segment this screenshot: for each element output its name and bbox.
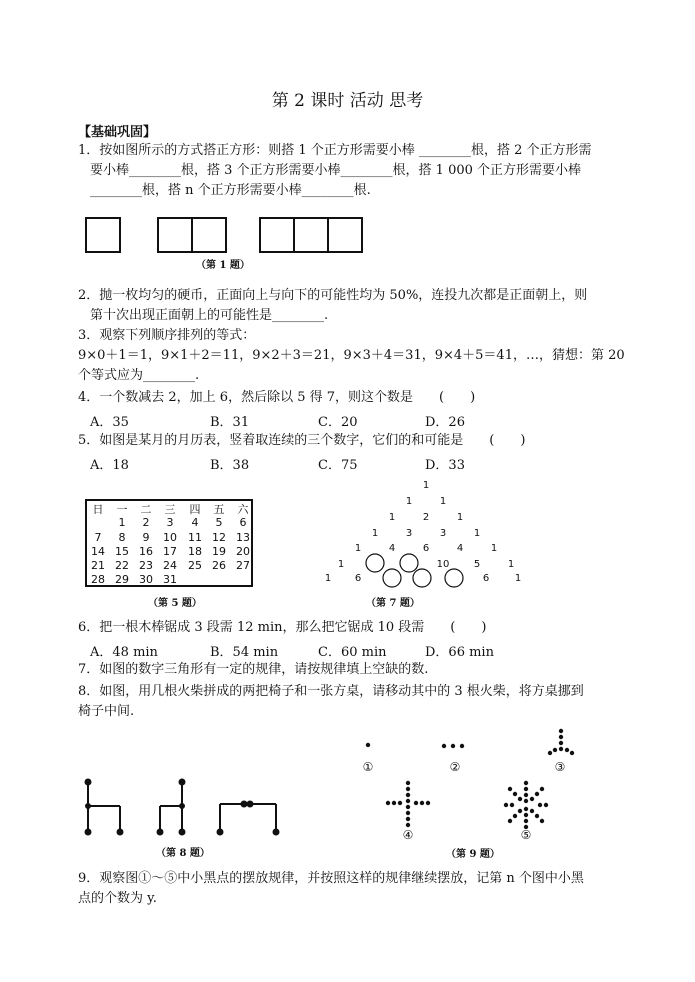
number-triangle-figure bbox=[300, 474, 540, 594]
blank-circle[interactable] bbox=[413, 569, 431, 587]
chair-left bbox=[86, 780, 123, 835]
calendar-figure bbox=[80, 498, 260, 590]
blank-circle[interactable] bbox=[366, 554, 384, 572]
cal-cell: 3 bbox=[166, 516, 174, 529]
cal-cell: 31 bbox=[163, 573, 177, 586]
tri-num: 1 bbox=[405, 496, 413, 507]
tri-num: 4 bbox=[388, 543, 396, 554]
label-5: ⑤ bbox=[520, 828, 532, 842]
q6-option-b[interactable]: B．54 min bbox=[210, 645, 279, 660]
cal-cell: 28 bbox=[91, 573, 105, 586]
tri-num: 1 bbox=[422, 480, 430, 491]
q9-line1: 9．观察图①～⑤中小黑点的摆放规律，并按照这样的规律继续摆放，记第 n 个图中小黑 bbox=[78, 871, 584, 886]
dot-2 bbox=[451, 744, 455, 748]
q5-text: 5．如图是某月的月历表，竖着取连续的三个数字，它们的和可能是 ( ) bbox=[78, 433, 526, 448]
cal-cell: 25 bbox=[188, 559, 202, 572]
cal-cell: 12 bbox=[212, 531, 226, 544]
cal-cell: 15 bbox=[115, 545, 129, 558]
q6-option-a[interactable]: A．48 min bbox=[90, 645, 158, 660]
cal-cell: 9 bbox=[142, 531, 150, 544]
tri-num: 3 bbox=[439, 528, 447, 539]
q3-line3: 个等式应为________. bbox=[78, 368, 200, 383]
tri-num: 1 bbox=[388, 512, 396, 523]
cal-cell: 27 bbox=[236, 559, 250, 572]
weekday-2: 二 bbox=[140, 503, 152, 516]
weekday-3: 三 bbox=[164, 503, 176, 516]
q1-figure-squares bbox=[80, 210, 380, 260]
one-square bbox=[86, 218, 120, 252]
q9-caption: （第 9 题） bbox=[446, 849, 500, 860]
tri-num: 6 bbox=[482, 573, 490, 584]
weekday-1: 一 bbox=[116, 503, 128, 516]
tri-num: 10 bbox=[436, 559, 450, 570]
matchstick-figure bbox=[76, 770, 296, 840]
dot-2 bbox=[442, 744, 446, 748]
cal-cell: 6 bbox=[239, 516, 247, 529]
q4-option-b[interactable]: B．31 bbox=[210, 415, 250, 430]
q5-option-c[interactable]: C．75 bbox=[318, 458, 358, 473]
cal-cell: 30 bbox=[139, 573, 153, 586]
cal-cell: 8 bbox=[118, 531, 126, 544]
tri-num: 6 bbox=[422, 543, 430, 554]
page-title: 第 2 课时 活动 思考 bbox=[271, 91, 424, 111]
q7-caption: （第 7 题） bbox=[366, 598, 420, 609]
q5-caption: （第 5 题） bbox=[148, 598, 202, 609]
cal-cell: 13 bbox=[236, 531, 250, 544]
tri-num: 2 bbox=[422, 512, 430, 523]
q1-line2: 要小棒________根，搭 3 个正方形需要小棒________根，搭 1 000 个正方形需要小棒 bbox=[90, 163, 582, 178]
cal-cell: 17 bbox=[163, 545, 177, 558]
tri-num: 1 bbox=[324, 573, 332, 584]
q4-option-a[interactable]: A．35 bbox=[90, 415, 129, 430]
q2-line1: 2．抛一枚均匀的硬币，正面向上与向下的可能性均为 50%，连投九次都是正面朝上，则 bbox=[78, 288, 588, 303]
q8-line2: 椅子中间. bbox=[78, 704, 135, 719]
q2-line2: 第十次出现正面朝上的可能性是________. bbox=[90, 308, 329, 323]
cal-cell: 16 bbox=[139, 545, 153, 558]
cal-cell: 10 bbox=[163, 531, 177, 544]
cal-cell: 29 bbox=[115, 573, 129, 586]
tri-num: 6 bbox=[354, 573, 362, 584]
tri-num: 1 bbox=[456, 512, 464, 523]
dot-3-group bbox=[548, 729, 574, 755]
cal-cell: 1 bbox=[118, 516, 126, 529]
cal-cell: 19 bbox=[212, 545, 226, 558]
blank-circle[interactable] bbox=[400, 554, 418, 572]
q6-option-c[interactable]: C．60 min bbox=[318, 645, 387, 660]
dot-pattern-figure bbox=[320, 725, 620, 857]
q1-caption: （第 1 题） bbox=[196, 260, 250, 271]
q4-option-d[interactable]: D．26 bbox=[425, 415, 465, 430]
q8-caption: （第 8 题） bbox=[156, 848, 210, 859]
cal-cell: 22 bbox=[115, 559, 129, 572]
cal-cell: 5 bbox=[215, 516, 223, 529]
weekday-6: 六 bbox=[237, 503, 249, 516]
q9-line2: 点的个数为 y. bbox=[78, 891, 157, 906]
q6-text: 6．把一根木棒锯成 3 段需 12 min，那么把它锯成 10 段需 ( ) bbox=[78, 620, 487, 635]
q1-line1: 1．按如图所示的方式搭正方形：则搭 1 个正方形需要小棒 ________根，搭 2 个正方形需 bbox=[78, 143, 592, 158]
table bbox=[218, 802, 279, 835]
blank-circle[interactable] bbox=[445, 569, 463, 587]
dot-2 bbox=[460, 744, 464, 748]
tri-num: 4 bbox=[456, 543, 464, 554]
cal-cell: 11 bbox=[188, 531, 202, 544]
three-squares bbox=[260, 218, 362, 252]
cal-cell: 21 bbox=[91, 559, 105, 572]
q3-line1: 3．观察下列顺序排列的等式： bbox=[78, 328, 256, 343]
tri-num: 1 bbox=[473, 528, 481, 539]
tri-num: 5 bbox=[473, 559, 481, 570]
cal-cell: 24 bbox=[163, 559, 177, 572]
blank-circle[interactable] bbox=[383, 569, 401, 587]
tri-num: 1 bbox=[490, 543, 498, 554]
q1-line3: ________根，搭 n 个正方形需要小棒________根. bbox=[90, 183, 371, 198]
q7-text: 7．如图的数字三角形有一定的规律，请按规律填上空缺的数. bbox=[78, 662, 429, 677]
weekday-4: 四 bbox=[189, 503, 201, 516]
q6-option-d[interactable]: D．66 min bbox=[425, 645, 494, 660]
cal-cell: 7 bbox=[94, 531, 102, 544]
q8-line1: 8．如图，用几根火柴拼成的两把椅子和一张方桌，请移动其中的 3 根火柴，将方桌挪到 bbox=[78, 684, 584, 699]
label-3: ③ bbox=[554, 760, 566, 774]
dot-5-group bbox=[504, 781, 548, 829]
label-1: ① bbox=[362, 760, 374, 774]
tri-num: 1 bbox=[337, 559, 345, 570]
tri-num: 1 bbox=[507, 559, 515, 570]
q5-option-d[interactable]: D．33 bbox=[425, 458, 465, 473]
q5-option-b[interactable]: B．38 bbox=[210, 458, 250, 473]
weekday-5: 五 bbox=[213, 503, 225, 516]
cal-cell: 26 bbox=[212, 559, 226, 572]
cal-cell: 20 bbox=[236, 545, 250, 558]
q4-text: 4．一个数减去 2，加上 6，然后除以 5 得 7，则这个数是 ( ) bbox=[78, 390, 476, 405]
section-heading: 【基础巩固】 bbox=[78, 125, 157, 140]
chair-right bbox=[158, 780, 185, 835]
dot-4-group bbox=[386, 781, 430, 827]
dot-1 bbox=[366, 743, 370, 747]
tri-num: 1 bbox=[371, 528, 379, 539]
cal-cell: 2 bbox=[142, 516, 150, 529]
weekday-0: 日 bbox=[92, 503, 104, 516]
q3-line2: 9×0＋1＝1，9×1＋2＝11，9×2＋3＝21，9×3＋4＝31，9×4＋5＝41，…，猜想：第 20 bbox=[78, 348, 625, 363]
label-4: ④ bbox=[402, 828, 414, 842]
cal-cell: 4 bbox=[191, 516, 199, 529]
cal-cell: 23 bbox=[139, 559, 153, 572]
tri-num: 3 bbox=[405, 528, 413, 539]
q5-option-a[interactable]: A．18 bbox=[90, 458, 129, 473]
tri-num: 1 bbox=[514, 573, 522, 584]
cal-cell: 18 bbox=[188, 545, 202, 558]
tri-num: 1 bbox=[354, 543, 362, 554]
tri-num: 1 bbox=[439, 496, 447, 507]
label-2: ② bbox=[449, 760, 461, 774]
cal-cell: 14 bbox=[91, 545, 105, 558]
q4-option-c[interactable]: C．20 bbox=[318, 415, 358, 430]
